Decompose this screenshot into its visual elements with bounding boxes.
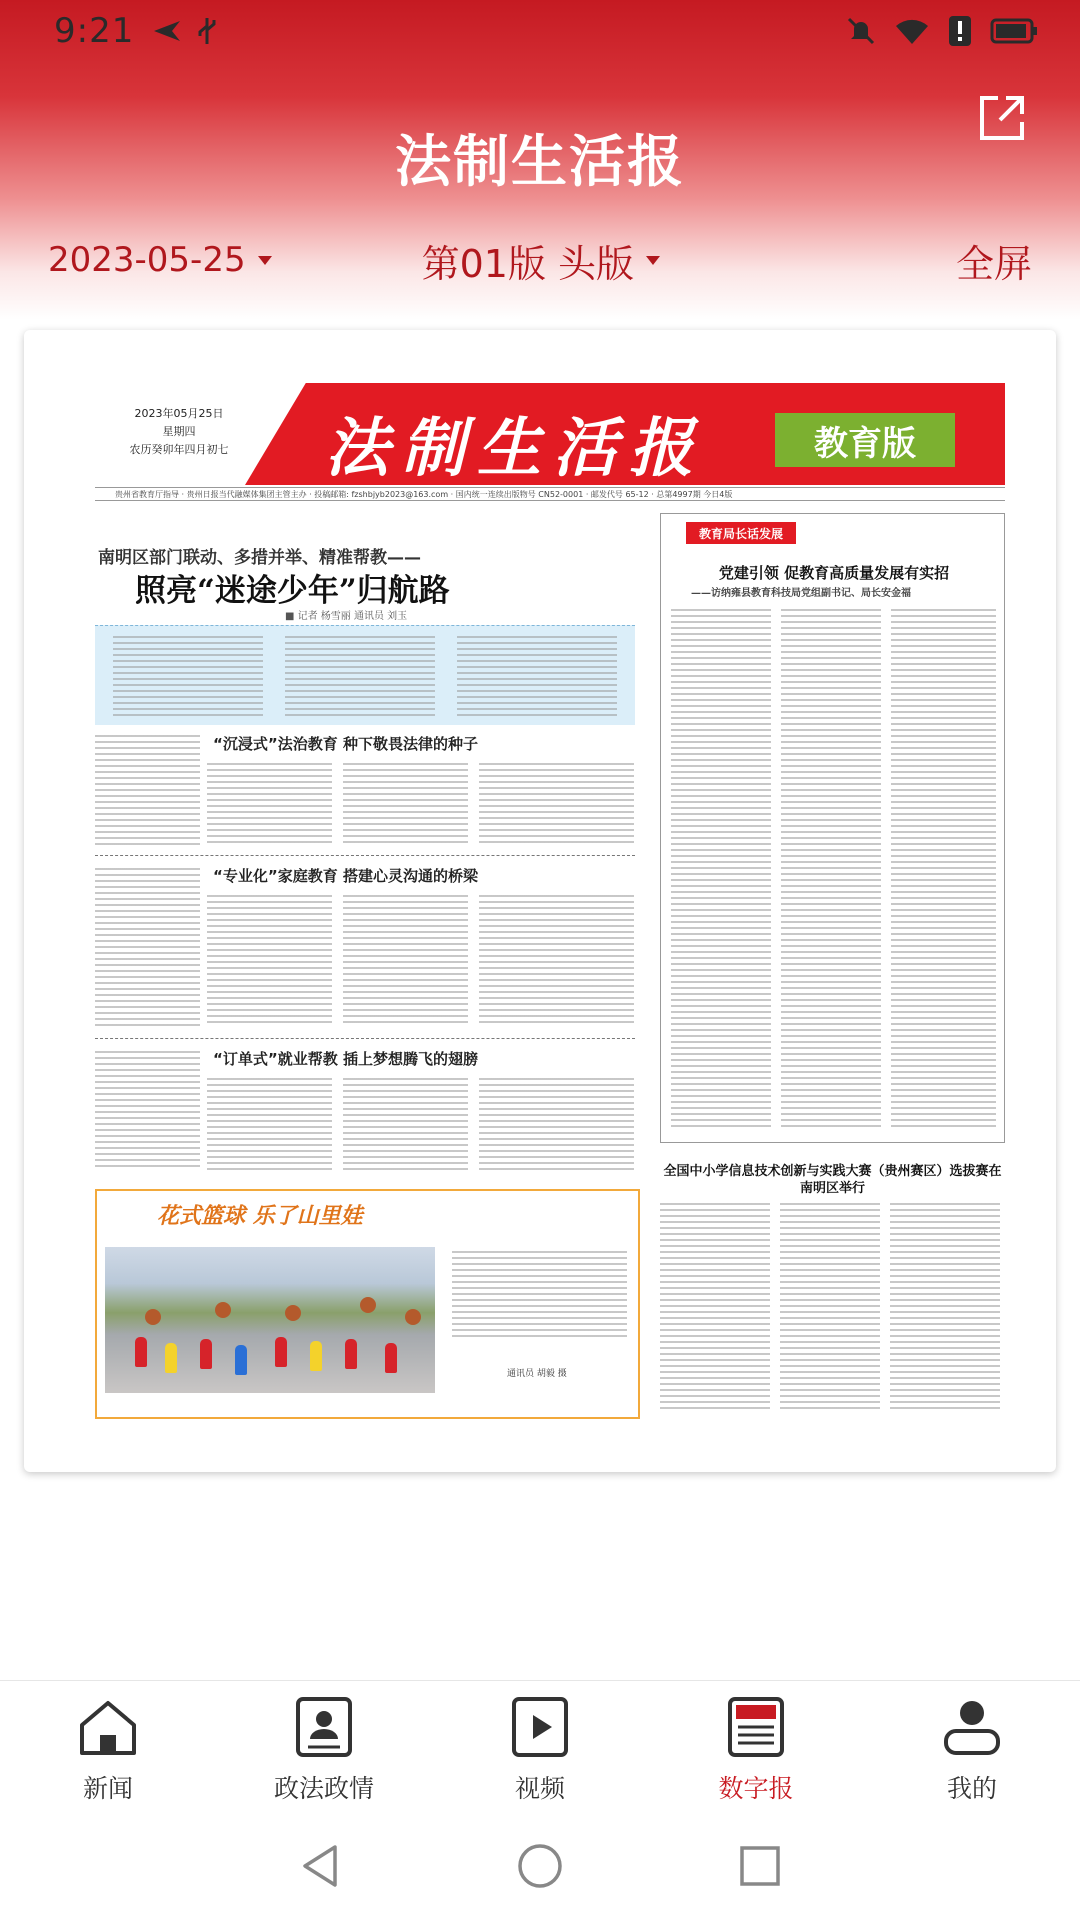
masthead xyxy=(95,383,1005,501)
nav-digital-paper[interactable]: 数字报 xyxy=(648,1681,864,1812)
chevron-down-icon xyxy=(646,256,660,265)
recents-icon[interactable] xyxy=(735,1841,785,1891)
sidebar-subtitle: ——访纳雍县教育科技局党组副书记、局长安金福 xyxy=(691,588,911,599)
sidebar-tag: 教育局长话发展 xyxy=(686,522,796,544)
masthead-date: 2023年05月25日 星期四 农历癸卯年四月初七 xyxy=(129,407,229,456)
status-time: 9:21 xyxy=(54,11,135,51)
home-circle-icon[interactable] xyxy=(515,1841,565,1891)
chevron-down-icon xyxy=(258,256,272,265)
article-column xyxy=(95,735,200,845)
sidebar-title: 党建引领 促教育高质量发展有实招 xyxy=(718,564,950,582)
section-title: “沉浸式”法治教育 种下敬畏法律的种子 xyxy=(213,735,478,753)
alert-icon xyxy=(948,15,972,47)
fullscreen-button[interactable]: 全屏 xyxy=(955,241,1032,286)
play-icon xyxy=(508,1695,572,1759)
headline: 照亮“迷途少年”归航路 xyxy=(135,573,450,609)
home-icon xyxy=(76,1695,140,1759)
newspaper-icon xyxy=(724,1695,788,1759)
photo-title: 花式篮球 乐了山里娃 xyxy=(157,1204,363,1229)
sidebar-article xyxy=(660,513,1005,1143)
edition-value: 第01版 头版 xyxy=(421,241,635,286)
mute-icon xyxy=(846,16,876,46)
nav-video[interactable]: 视频 xyxy=(432,1681,648,1812)
byline: ■ 记者 杨雪丽 通讯员 刘玉 xyxy=(285,611,408,622)
battery-icon xyxy=(990,17,1040,45)
nav-mine[interactable]: 我的 xyxy=(864,1681,1080,1812)
usb-icon xyxy=(196,16,218,46)
headline-kicker: 南明区部门联动、多措并举、精准帮教—— xyxy=(98,548,421,568)
nav-politics-law[interactable]: 政法政情 xyxy=(216,1681,432,1812)
system-nav-bar xyxy=(0,1812,1080,1920)
newspaper-page[interactable] xyxy=(95,383,1005,1423)
date-select[interactable] xyxy=(48,240,272,280)
masthead-name: 法制生活报 xyxy=(325,411,705,486)
edition-tag: 教育版 xyxy=(775,413,955,467)
subbar xyxy=(0,232,1080,288)
date-value: 2023-05-25 xyxy=(48,240,246,280)
intro-box xyxy=(95,625,635,725)
masthead-info: 贵州省教育厅指导 · 贵州日报当代融媒体集团主管主办 · 投稿邮箱: fzshbjyb2023@163.com · 国内统一连续出版物号 CN52-0001 · 邮发代号 65-12 · 总第4997期 今日4版 xyxy=(95,487,1005,501)
section-title: “专业化”家庭教育 搭建心灵沟通的桥梁 xyxy=(213,867,478,885)
competition-title: 全国中小学信息技术创新与实践大赛（贵州赛区）选拔赛在南明区举行 xyxy=(663,1164,1002,1196)
send-icon xyxy=(152,18,182,44)
app-title: 法制生活报 xyxy=(395,130,685,195)
back-icon[interactable] xyxy=(295,1841,345,1891)
basketball-photo xyxy=(105,1247,435,1393)
nav-news[interactable]: 新闻 xyxy=(0,1681,216,1812)
photo-credit: 通讯员 胡毅 摄 xyxy=(507,1369,567,1379)
photo-feature xyxy=(95,1189,640,1419)
status-bar xyxy=(0,0,1080,62)
section-title: “订单式”就业帮教 插上梦想腾飞的翅膀 xyxy=(213,1050,478,1068)
edition-select[interactable] xyxy=(422,233,660,288)
wifi-icon xyxy=(894,17,930,45)
user-icon xyxy=(940,1695,1004,1759)
id-card-icon xyxy=(292,1695,356,1759)
bottom-nav xyxy=(0,1680,1080,1812)
